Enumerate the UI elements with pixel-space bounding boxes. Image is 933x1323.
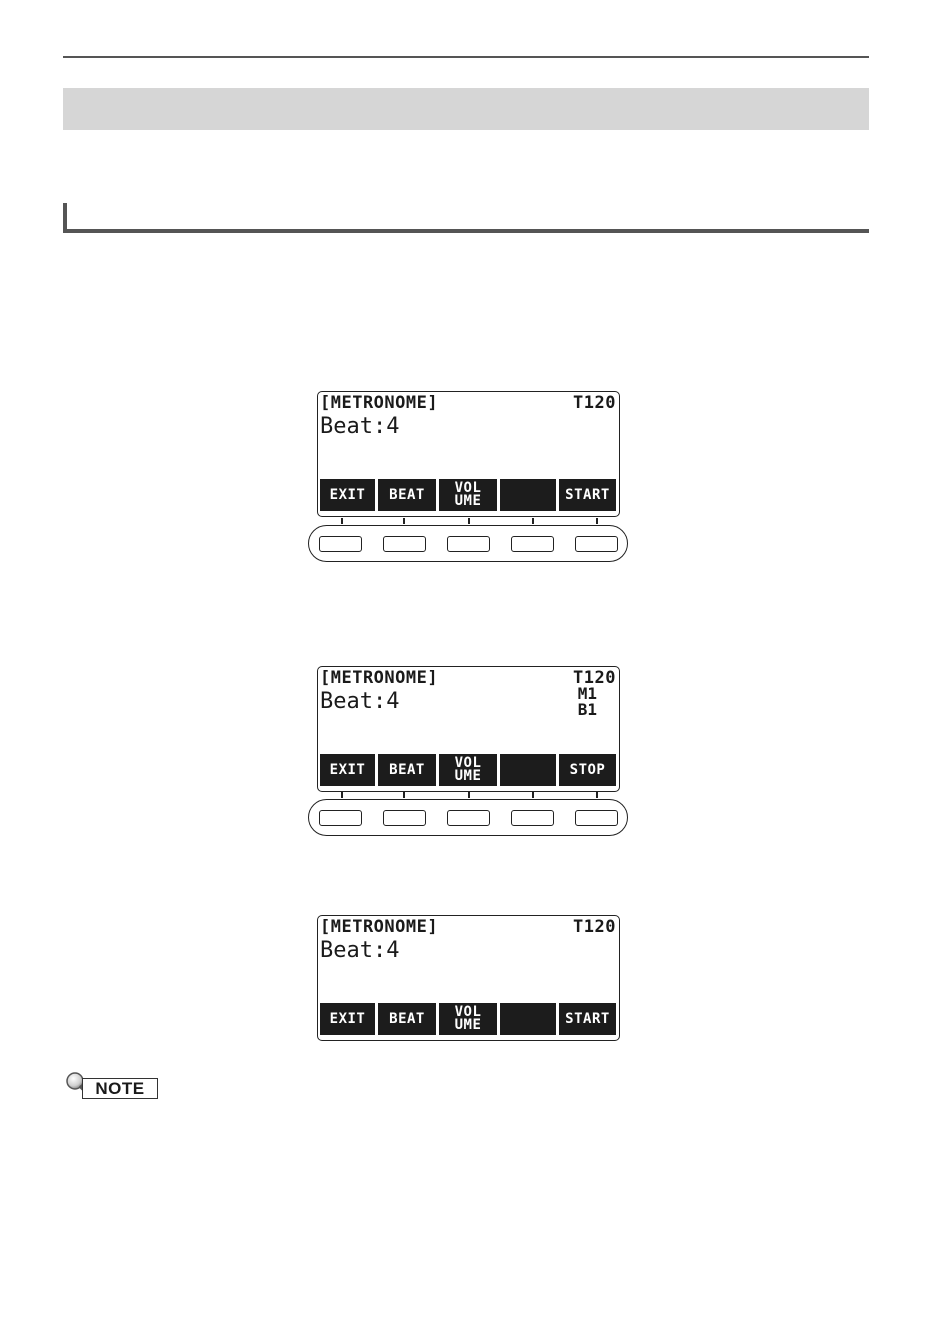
lcd-measure: M1 [577, 684, 597, 703]
physical-button-1[interactable] [319, 810, 362, 826]
physical-button-5[interactable] [575, 536, 618, 552]
lcd-screen-1 [317, 391, 620, 517]
physical-button-2[interactable] [383, 536, 426, 552]
softkey-bar [320, 754, 617, 786]
physical-button-4[interactable] [511, 810, 554, 826]
button-ticks-1 [317, 518, 620, 524]
softkey-beat: BEAT [378, 479, 436, 511]
lcd-screen-3 [317, 915, 620, 1041]
lcd-tempo: T120 [573, 668, 616, 688]
physical-button-row-1 [308, 525, 628, 562]
note-label: NOTE [82, 1078, 158, 1099]
top-rule [63, 56, 869, 58]
lcd-tempo: T120 [573, 917, 616, 937]
physical-button-1[interactable] [319, 536, 362, 552]
lcd-screen-2 [317, 666, 620, 792]
physical-button-3[interactable] [447, 810, 490, 826]
physical-button-4[interactable] [511, 536, 554, 552]
lcd-beat: Beat:4 [320, 414, 400, 439]
softkey-stop: STOP [559, 754, 616, 786]
softkey-exit: EXIT [320, 479, 375, 511]
physical-button-row-2 [308, 799, 628, 836]
physical-button-2[interactable] [383, 810, 426, 826]
section-heading-box [63, 203, 869, 233]
lcd-header: [METRONOME] [320, 917, 439, 937]
physical-button-5[interactable] [575, 810, 618, 826]
softkey-volume: VOL UME [439, 1003, 497, 1035]
softkey-blank [500, 1003, 556, 1035]
lcd-beat-count: B1 [577, 700, 597, 719]
softkey-blank [500, 754, 556, 786]
button-ticks-2 [317, 792, 620, 798]
lcd-header: [METRONOME] [320, 393, 439, 413]
softkey-exit: EXIT [320, 1003, 375, 1035]
softkey-exit: EXIT [320, 754, 375, 786]
lcd-beat: Beat:4 [320, 689, 400, 714]
softkey-beat: BEAT [378, 1003, 436, 1035]
softkey-bar [320, 479, 617, 511]
note-marker [64, 1070, 159, 1102]
softkey-start: START [559, 1003, 616, 1035]
chapter-band [63, 88, 869, 130]
lcd-header: [METRONOME] [320, 668, 439, 688]
softkey-volume: VOL UME [439, 754, 497, 786]
lcd-tempo: T120 [573, 393, 616, 413]
softkey-bar [320, 1003, 617, 1035]
physical-button-3[interactable] [447, 536, 490, 552]
softkey-beat: BEAT [378, 754, 436, 786]
softkey-volume: VOL UME [439, 479, 497, 511]
softkey-blank [500, 479, 556, 511]
softkey-start: START [559, 479, 616, 511]
lcd-beat: Beat:4 [320, 938, 400, 963]
